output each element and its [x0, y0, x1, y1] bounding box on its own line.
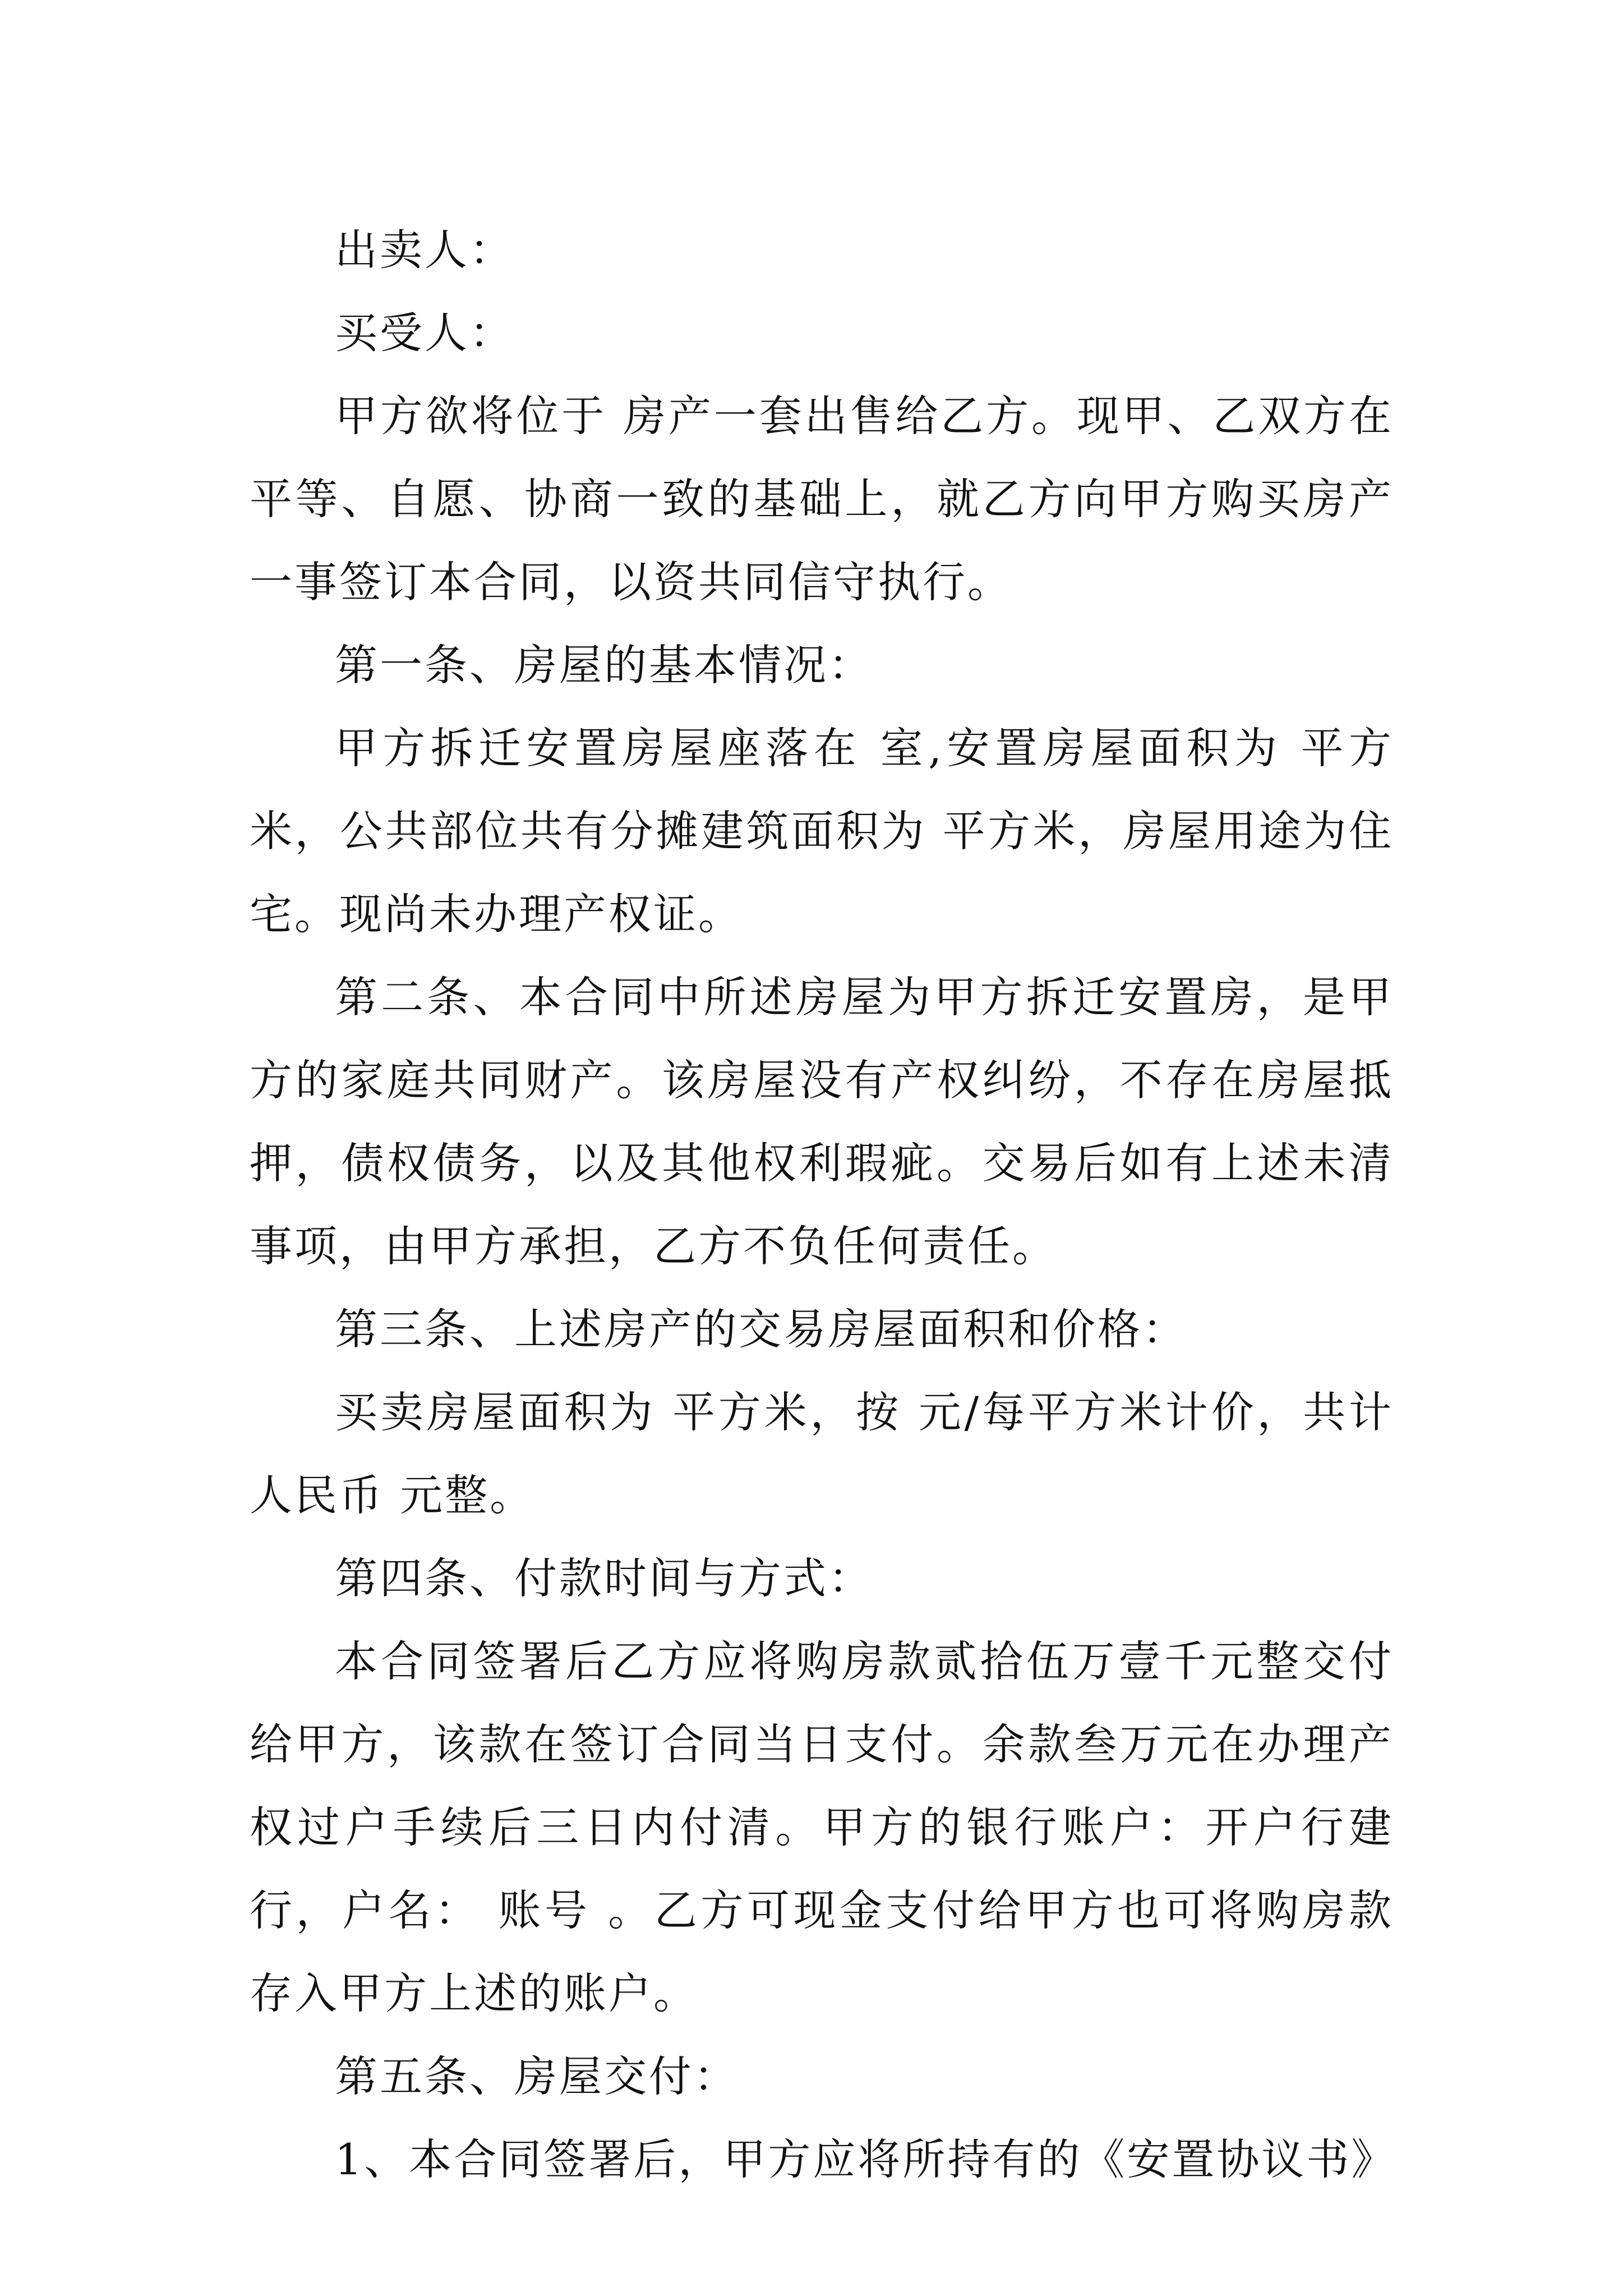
article-2-body: 第二条、本合同中所述房屋为甲方拆迁安置房，是甲方的家庭共同财产。该房屋没有产权纠纷，不存在房屋抵押，债权债务，以及其他权利瑕疵。交易后如有上述未清事项，由甲方承担，乙方不负任何责任。	[250, 972, 1394, 1271]
article-4-heading: 第四条、付款时间与方式：	[335, 1553, 873, 1603]
intro-paragraph: 甲方欲将位于 房产一套出售给乙方。现甲、乙双方在平等、自愿、协商一致的基础上，就乙方向甲方购买房产一事签订本合同，以资共同信守执行。	[250, 391, 1394, 607]
article-3-body: 买卖房屋面积为 平方米，按 元/每平方米计价，共计人民币 元整。	[250, 1387, 1394, 1520]
article-5-heading: 第五条、房屋交付：	[335, 2051, 739, 2101]
article-1-body: 甲方拆迁安置房屋座落在 室,安置房屋面积为 平方米，公共部位共有分摊建筑面积为 平方米，房屋用途为住宅。现尚未办理产权证。	[250, 723, 1394, 939]
article-5-item-1: 1、本合同签署后，甲方应将所持有的《安置协议书》	[335, 2134, 1396, 2184]
article-4-body: 本合同签署后乙方应将购房款贰拾伍万壹千元整交付给甲方，该款在签订合同当日支付。余款叁万元在办理产权过户手续后三日内付清。甲方的银行账户：开户行建行，户名： 账号 。乙方可现金支付给甲方也可将购房款存入甲方上述的账户。	[250, 1636, 1394, 2018]
contract-body	[250, 209, 1394, 2201]
seller-line: 出卖人：	[335, 225, 514, 275]
buyer-line: 买受人：	[335, 308, 514, 358]
article-1-heading: 第一条、房屋的基本情况：	[335, 640, 873, 690]
article-3-heading: 第三条、上述房产的交易房屋面积和价格：	[335, 1304, 1187, 1354]
